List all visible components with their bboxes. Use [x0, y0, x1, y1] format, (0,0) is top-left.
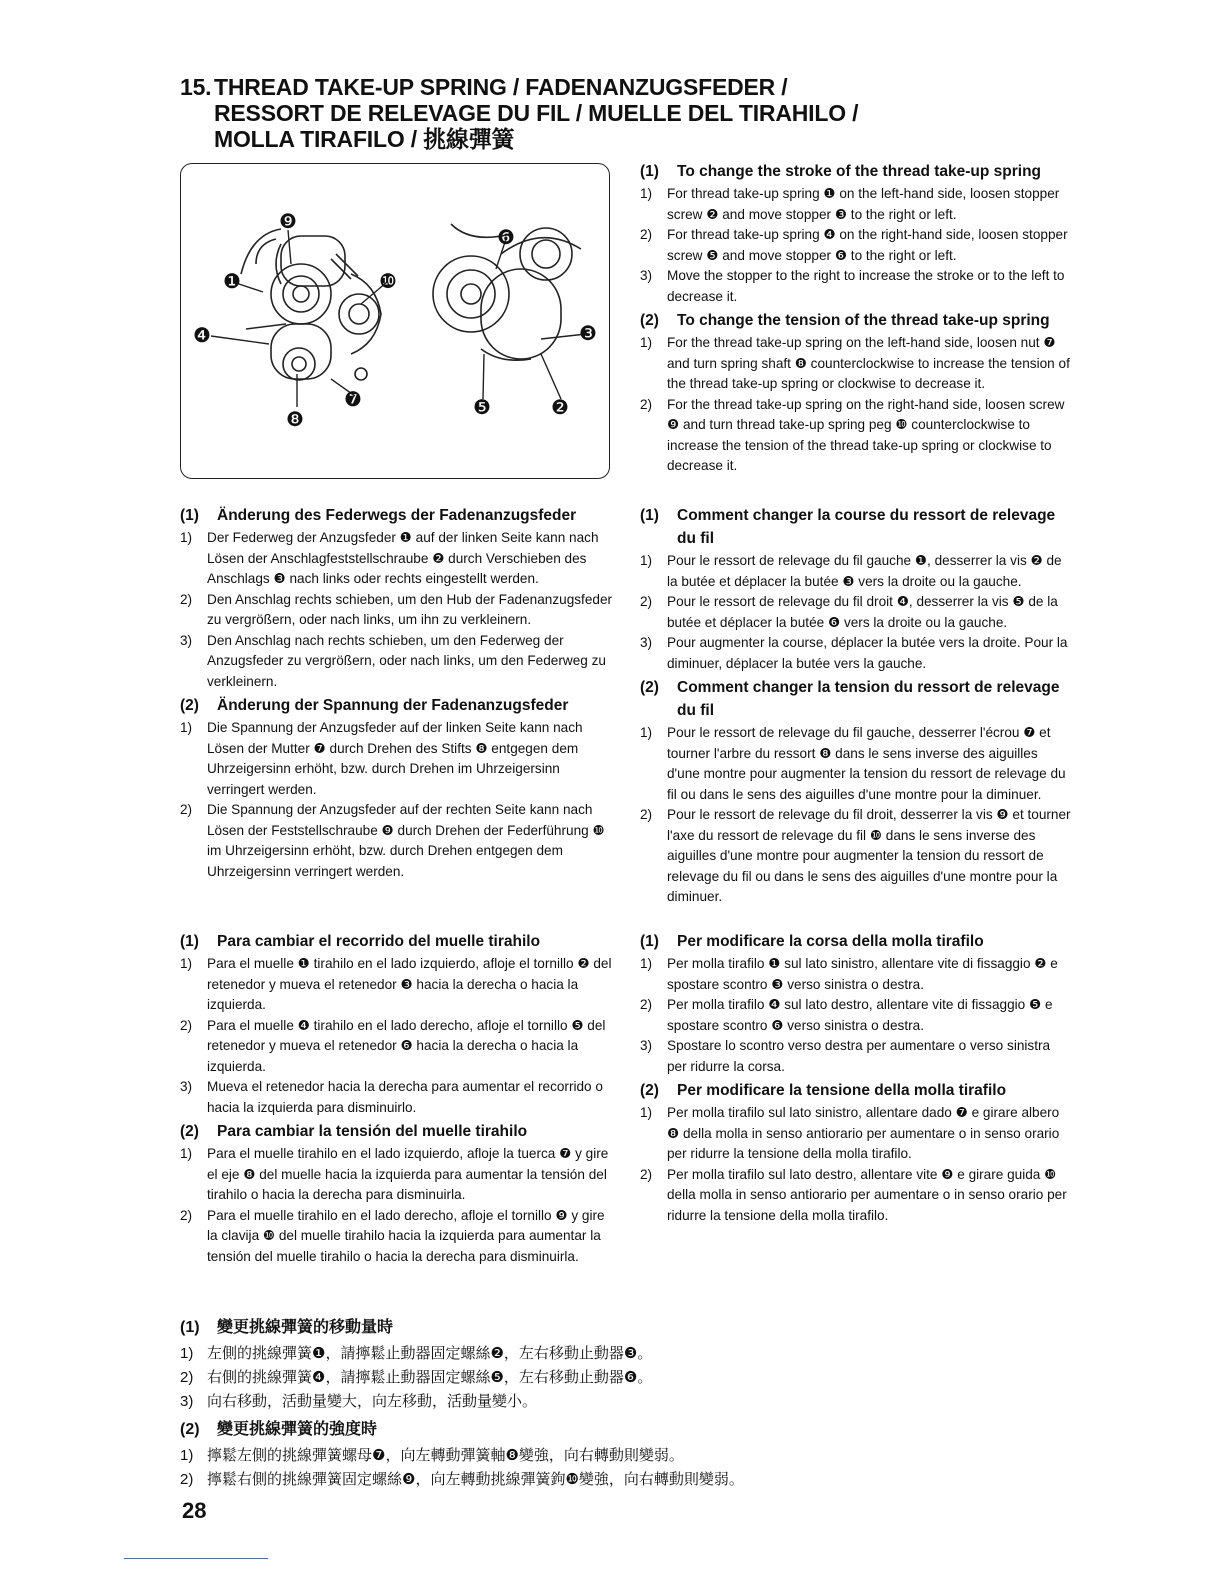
list-item: 2) 右側的挑線彈簧❹，請擰鬆止動器固定螺絲❺，左右移動止動器❻。: [180, 1369, 653, 1386]
section-heading: (1) Para cambiar el recorrido del muelle tirahilo: [180, 933, 541, 950]
title-line-1: THREAD TAKE-UP SPRING / FADENANZUGSFEDER /: [214, 74, 788, 100]
list-item: 1) Der Federweg der Anzugsfeder ❶ auf der linken Seite kann nach Lösen der Anschlagfeststellschraube ❷ durch Verschieben des Anschlags ❸ nach links oder rechts eingestellt werden.: [180, 530, 599, 586]
list-item: 3) 向右移動，活動量變大，向左移動，活動量變小。: [180, 1393, 538, 1410]
section-heading: (2) Comment changer la tension du ressort de relevage du fil: [640, 679, 1060, 719]
callout-8: ❽: [286, 407, 304, 431]
callout-2: ❷: [551, 395, 569, 419]
section-heading: (2) To change the tension of the thread take-up spring: [640, 312, 1050, 329]
german-instructions: [180, 504, 615, 882]
callout-9: ❾: [279, 209, 297, 233]
french-instructions: [640, 504, 1072, 908]
list-item: 1) 擰鬆左側的挑線彈簧螺母❼，向左轉動彈簧軸❽變強，向右轉動則變弱。: [180, 1447, 684, 1464]
list-item: 1) Para el muelle ❶ tirahilo en el lado izquierdo, afloje el tornillo ❷ del retenedor y mueva el retenedor ❸ hacia la derecha o hacia la izquierda.: [180, 956, 612, 1012]
list-item: 2) Per molla tirafilo ❹ sul lato destro, allentare vite di fissaggio ❺ e spostare scontro ❻ verso sinistra o destra.: [640, 997, 1053, 1033]
callout-4: ❹: [193, 323, 211, 347]
page-number: 28: [182, 1498, 207, 1523]
list-item: 3) Mueva el retenedor hacia la derecha para aumentar el recorrido o hacia la izquierda para disminuirlo.: [180, 1079, 603, 1115]
list-item: 1) For the thread take-up spring on the left-hand side, loosen nut ❼ and turn spring shaft ❽ counterclockwise to increase the tension of the thread take-up spring or clockwise to decrease it.: [640, 335, 1070, 391]
mechanism-illustration: [181, 164, 611, 480]
list-item: 1) Pour le ressort de relevage du fil gauche, desserrer l'écrou ❼ et tourner l'arbre du ressort ❽ dans le sens inverse des aiguilles d'une montre pour augmenter la tension du ressort de relevage du fil ou dans le sens des aiguilles d'une montre pour la diminuer.: [640, 725, 1066, 802]
list-item: 2) Pour le ressort de relevage du fil droit, desserrer la vis ❾ et tourner l'axe du ressort de relevage du fil ❿ dans le sens inverse des aiguilles d'une montre pour augmenter la tension du ressort de relevage du fil ou dans le sens des aiguilles d'une montre pour la diminuer.: [640, 807, 1071, 904]
list-item: 2) Pour le ressort de relevage du fil droit ❹, desserrer la vis ❺ de la butée et déplacer la butée ❻ vers la droite ou la gauche.: [640, 594, 1058, 630]
list-item: 2) 擰鬆右側的挑線彈簧固定螺絲❾，向左轉動挑線彈簧鉤❿變強，向右轉動則變弱。: [180, 1471, 744, 1488]
section-heading: (2) Para cambiar la tensión del muelle tirahilo: [180, 1123, 528, 1140]
section-heading: (1) To change the stroke of the thread take-up spring: [640, 163, 1042, 180]
left-take-up-spring-assembly: [241, 229, 381, 380]
list-item: 3) Move the stopper to the right to increase the stroke or to the left to decrease it.: [640, 268, 1065, 304]
section-heading: (2) Änderung der Spannung der Fadenanzugsfeder: [180, 697, 569, 714]
list-item: 1) Die Spannung der Anzugsfeder auf der linken Seite kann nach Lösen der Mutter ❼ durch Drehen des Stifts ❽ entgegen dem Uhrzeigersinn erhöht, bzw. durch Drehen im Uhrzeigersinn verringert werden.: [180, 720, 583, 797]
callout-10: ❿: [379, 269, 397, 293]
callout-5: ❺: [473, 395, 491, 419]
list-item: 2) Den Anschlag rechts schieben, um den Hub der Fadenanzugsfeder zu vergrößern, oder nach links, um ihn zu verkleinern.: [180, 591, 613, 627]
list-item: 1) Per molla tirafilo ❶ sul lato sinistro, allentare vite di fissaggio ❷ e spostare scontro ❸ verso sinistra o destra.: [640, 956, 1058, 992]
section-heading: (2) Per modificare la tensione della molla tirafilo: [640, 1082, 1007, 1099]
list-item: 3) Den Anschlag nach rechts schieben, um den Federweg der Anzugsfeder zu vergrößern, oder nach links, um den Federweg zu verkleinern.: [180, 632, 606, 689]
spanish-instructions: [180, 930, 615, 1267]
section-number: 15.: [180, 74, 212, 100]
section-heading: (1) Per modificare la corsa della molla tirafilo: [640, 933, 984, 950]
list-item: 1) Per molla tirafilo sul lato sinistro, allentare dado ❼ e girare albero ❽ della molla in senso antiorario per aumentare o in senso orario per ridurre la tensione della molla tirafilo.: [640, 1105, 1060, 1161]
section-heading: (1) Comment changer la course du ressort de relevage du fil: [640, 507, 1056, 547]
list-item: 1) Pour le ressort de relevage du fil gauche ❶, desserrer la vis ❷ de la butée et déplacer la butée ❸ vers la droite ou la gauche.: [640, 553, 1062, 589]
callout-3: ❸: [579, 321, 597, 345]
list-item: 2) Para el muelle tirahilo en el lado derecho, afloje el tornillo ❾ y gire la clavija ❿ del muelle tirahilo hacia la izquierda para aumentar la tensión del muelle tirahilo o hacia la derecha para disminuirla.: [180, 1207, 605, 1264]
italian-instructions: [640, 930, 1072, 1226]
english-instructions: [640, 160, 1072, 477]
list-item: 2) Die Spannung der Anzugsfeder auf der rechten Seite kann nach Lösen der Feststellschraube ❾ durch Drehen der Federführung ❿ im Uhrzeigersinn erhöht, bzw. durch Drehen entgegen dem Uhrzeigersinn verringert werden.: [180, 802, 605, 879]
list-item: 2) Per molla tirafilo sul lato destro, allentare vite ❾ e girare guida ❿ della molla in senso antiorario per aumentare o in senso orario per ridurre la tensione della molla tirafilo.: [640, 1166, 1067, 1223]
list-item: 1) 左側的挑線彈簧❶，請擰鬆止動器固定螺絲❷，左右移動止動器❸。: [180, 1345, 653, 1362]
list-item: 3) Pour augmenter la course, déplacer la butée vers la droite. Pour la diminuer, déplacer la butée vers la gauche.: [640, 635, 1068, 671]
list-item: 3) Spostare lo scontro verso destra per aumentare o verso sinistra per ridurre la corsa.: [640, 1038, 1051, 1074]
section-heading: (1) Änderung des Federwegs der Fadenanzugsfeder: [180, 507, 577, 524]
title-line-3: MOLLA TIRAFILO / 挑線彈簧: [214, 126, 515, 152]
list-item: 1) For thread take-up spring ❶ on the left-hand side, loosen stopper screw ❷ and move stopper ❸ to the right or left.: [640, 186, 1060, 222]
list-item: 2) For the thread take-up spring on the right-hand side, loosen screw ❾ and turn thread take-up spring peg ❿ counterclockwise to increase the tension of the thread take-up spring or clockwise to decrease it.: [640, 396, 1065, 473]
thread-take-up-spring-figure: [180, 163, 610, 479]
callout-7: ❼: [344, 387, 362, 411]
list-item: 2) Para el muelle ❹ tirahilo en el lado derecho, afloje el tornillo ❺ del retenedor y mueva el retenedor ❻ hacia la derecha o hacia la izquierda.: [180, 1017, 606, 1074]
list-item: 2) For thread take-up spring ❹ on the right-hand side, loosen stopper screw ❺ and move stopper ❻ to the right or left.: [640, 227, 1068, 263]
list-item: 1) Para el muelle tirahilo en el lado izquierdo, afloje la tuerca ❼ y gire el eje ❽ del muelle hacia la izquierda para aumentar la tensión del tirahilo o hacia la derecha para disminuirla.: [180, 1146, 609, 1202]
section-heading: (1) 變更挑線彈簧的移動量時: [180, 1319, 394, 1336]
title-line-2: RESSORT DE RELEVAGE DU FIL / MUELLE DEL TIRAHILO /: [214, 100, 859, 126]
callout-1: ❶: [223, 269, 241, 293]
page-title: [180, 74, 1080, 152]
footer-divider: [124, 1558, 268, 1559]
callout-6: ❻: [497, 225, 515, 249]
section-heading: (2) 變更挑線彈簧的強度時: [180, 1421, 378, 1438]
chinese-instructions: [180, 1314, 1060, 1492]
